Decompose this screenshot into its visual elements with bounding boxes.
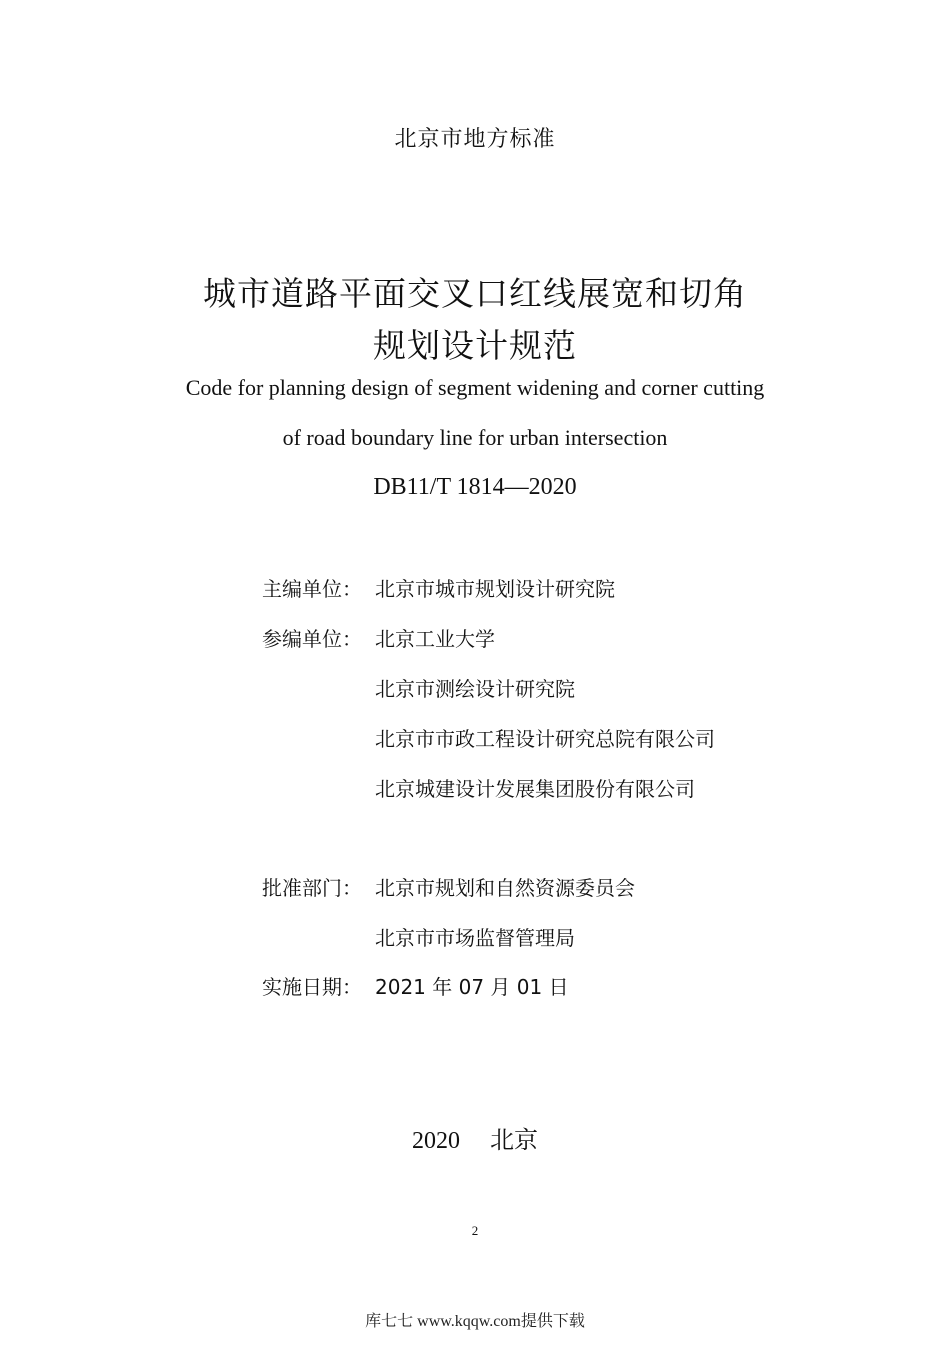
chief-editor-row: [262, 572, 615, 602]
title-en-line-1: Code for planning design of segment widening and corner cutting: [185, 375, 765, 400]
approving-departments-label: 批准部门：: [262, 875, 362, 900]
standard-category-label: 北京市地方标准: [394, 127, 556, 152]
standard-number: DB11/T 1814—2020: [373, 474, 577, 500]
chief-editor-value: 北京市城市规划设计研究院: [375, 576, 615, 601]
participating-editor-3: 北京市市政工程设计研究总院有限公司: [375, 726, 715, 751]
publication-year: 2020: [412, 1128, 460, 1154]
download-watermark: 库七七 www.kqqw.com提供下载: [365, 1313, 585, 1330]
publication-footer: [0, 1120, 950, 1155]
participating-editors-row: [262, 622, 495, 652]
approving-departments-row: [262, 871, 635, 901]
page-number: 2: [471, 1223, 479, 1238]
implementation-date-label: 实施日期：: [262, 974, 362, 999]
chief-editor-label: 主编单位：: [262, 576, 362, 601]
publication-city: 北京: [490, 1126, 538, 1154]
title-cn-line-1: 城市道路平面交叉口红线展宽和切角: [203, 274, 747, 313]
title-cn-line-2: 规划设计规范: [373, 326, 577, 365]
participating-editors-label: 参编单位：: [262, 626, 362, 651]
implementation-date-value: 2021 年 07 月 01 日: [375, 974, 569, 999]
approving-department-2: 北京市市场监督管理局: [375, 925, 575, 950]
implementation-date-row: [262, 970, 569, 1000]
participating-editor-4: 北京城建设计发展集团股份有限公司: [375, 776, 695, 801]
title-en-line-2: of road boundary line for urban intersection: [282, 425, 668, 450]
approving-department-1: 北京市规划和自然资源委员会: [375, 875, 635, 900]
participating-editor-1: 北京工业大学: [375, 626, 495, 651]
participating-editor-2: 北京市测绘设计研究院: [375, 676, 575, 701]
